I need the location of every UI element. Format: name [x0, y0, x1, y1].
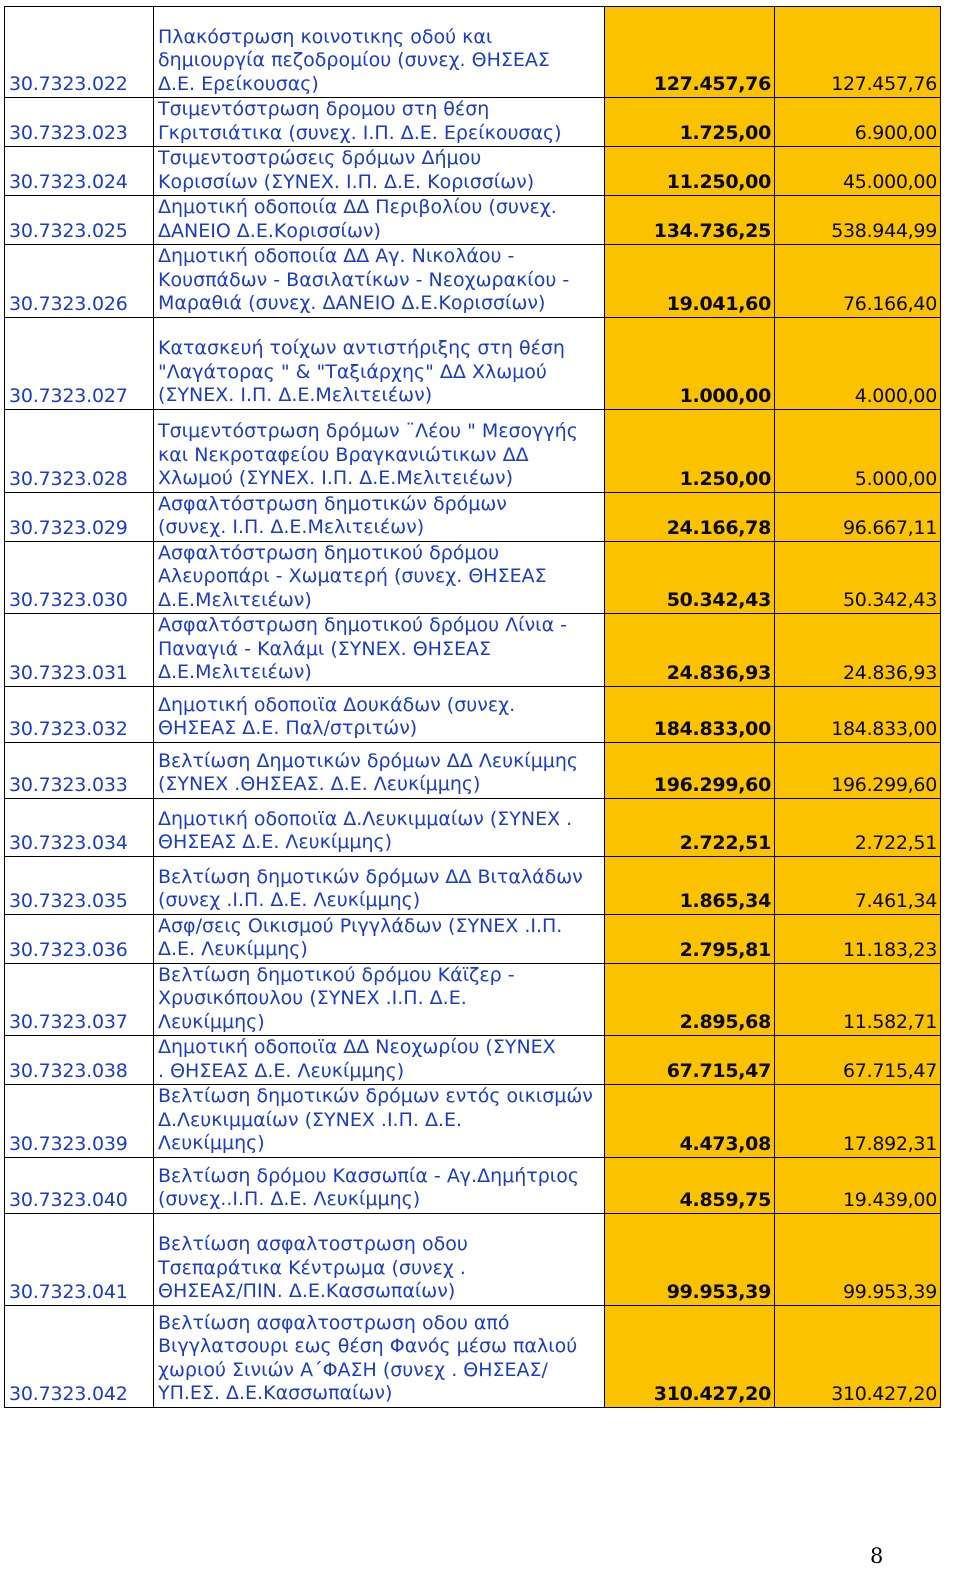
account-code-cell: [5, 541, 154, 614]
account-code-cell: [5, 98, 154, 147]
project-description: Δημοτική οδοποιία ΔΔ Περιβολίου (συνεχ. ΔΑΝΕΙΟ Δ.Ε.Κορισσίων): [158, 196, 557, 242]
amount-cell-1: [605, 686, 775, 742]
amount-value-1: 67.715,47: [666, 1060, 771, 1082]
account-code: 30.7323.030: [9, 589, 128, 611]
account-code-cell: [5, 147, 154, 196]
account-code-cell: [5, 856, 154, 914]
amount-cell-1: [605, 541, 775, 614]
project-description: Βελτίωση ασφαλτοστρωση οδου από Βιγγλατσουρι εως θέση Φανός μέσω παλιού χωριού Σινιών Α΄ΦΑΣΗ (συνεχ . ΘΗΣΕΑΣ/ ΥΠ.ΕΣ. Δ.Ε.Κασσωπαίων): [158, 1311, 578, 1404]
amount-value-1: 1.000,00: [679, 384, 771, 407]
account-code: 30.7323.033: [9, 773, 128, 796]
account-code: 30.7323.027: [9, 384, 128, 407]
account-code-cell: [5, 614, 154, 687]
account-code: 30.7323.038: [9, 1060, 128, 1082]
project-description: Πλακόστρωση κοινοτικης οδού και δημιουργία πεζοδρομίου (συνεχ. ΘΗΣΕΑΣ Δ.Ε. Ερείκουσας): [158, 25, 550, 95]
account-code-cell: [5, 1157, 154, 1213]
account-code: 30.7323.042: [9, 1382, 128, 1405]
project-description: Τσιμεντόστρωση δρόμων ¨Λέου " Μεσογγής και Νεκροταφείου Βραγκανιώτικων ΔΔ Χλωμού (ΣΥΝΕΧ. Ι.Π. Δ.Ε.Μελιτειέων): [158, 420, 578, 489]
account-code: 30.7323.037: [9, 1011, 128, 1033]
account-code: 30.7323.032: [9, 717, 128, 740]
account-code-cell: [5, 1085, 154, 1158]
table-row: [5, 614, 941, 687]
amount-cell-1: [605, 1036, 775, 1085]
amount-cell-1: [605, 196, 775, 245]
account-code-cell: [5, 798, 154, 856]
account-code-cell: [5, 914, 154, 963]
description-cell: [154, 1036, 605, 1085]
amount-cell-2: [775, 7, 941, 98]
amount-value-1: 4.473,08: [679, 1132, 771, 1155]
project-description: Τσιμεντοστρώσεις δρόμων Δήμου Κορισσίων (ΣΥΝΕΧ. Ι.Π. Δ.Ε. Κορισσίων): [158, 147, 535, 193]
account-code: 30.7323.024: [9, 171, 128, 193]
amount-cell-2: [775, 317, 941, 409]
budget-table-body: [5, 7, 941, 1408]
amount-value-1: 127.457,76: [653, 73, 771, 95]
amount-cell-1: [605, 798, 775, 856]
description-cell: [154, 1305, 605, 1407]
description-cell: [154, 798, 605, 856]
project-description: Δημοτική οδοποιία ΔΔ Αγ. Νικολάου - Κουσπάδων - Βασιλατίκων - Νεοχωρακίου - Μαραθιά (συνεχ. ΔΑΝΕΙΟ Δ.Ε.Κορισσίων): [158, 245, 570, 314]
project-description: Βελτίωση δημοτικών δρόμων ΔΔ Βιταλάδων (συνεχ .Ι.Π. Δ.Ε. Λευκίμμης): [158, 865, 583, 911]
amount-value-1: 1.725,00: [679, 122, 771, 144]
description-cell: [154, 409, 605, 492]
description-cell: [154, 686, 605, 742]
project-description: Δημοτική οδοποιϊα ΔΔ Νεοχωρίου (ΣΥΝΕΧ . ΘΗΣΕΑΣ Δ.Ε. Λευκίμμης): [158, 1036, 556, 1082]
account-code-cell: [5, 492, 154, 541]
amount-value-1: 134.736,25: [653, 220, 771, 242]
project-description: Ασφαλτόστρωση δημοτικού δρόμου Αλευροπάρι - Χωματερή (συνεχ. ΘΗΣΕΑΣ Δ.Ε.Μελιτειέων): [158, 541, 547, 611]
table-row: [5, 742, 941, 798]
amount-value-2: 24.836,93: [843, 661, 937, 684]
amount-value-1: 24.166,78: [666, 516, 771, 539]
project-description: Τσιμεντόστρωση δρομου στη θέση Γκριτσιάτικα (συνεχ. Ι.Π. Δ.Ε. Ερείκουσας): [158, 98, 562, 144]
account-code: 30.7323.039: [9, 1132, 128, 1155]
amount-value-2: 310.427,20: [831, 1382, 937, 1405]
amount-cell-2: [775, 856, 941, 914]
project-description: Ασφαλτόστρωση δημοτικού δρόμου Λίνια - Παναγιά - Καλάμι (ΣΥΝΕΧ. ΘΗΣΕΑΣ Δ.Ε.Μελιτειέων): [158, 614, 568, 683]
amount-value-2: 5.000,00: [854, 467, 937, 490]
budget-table: [4, 6, 941, 1408]
description-cell: [154, 317, 605, 409]
amount-value-2: 50.342,43: [843, 589, 937, 611]
account-code: 30.7323.041: [9, 1280, 128, 1303]
table-row: [5, 196, 941, 245]
description-cell: [154, 147, 605, 196]
table-row: [5, 1213, 941, 1305]
description-cell: [154, 98, 605, 147]
amount-cell-2: [775, 1213, 941, 1305]
account-code-cell: [5, 1305, 154, 1407]
amount-value-2: 76.166,40: [843, 292, 937, 315]
amount-cell-2: [775, 686, 941, 742]
account-code: 30.7323.034: [9, 831, 128, 854]
table-row: [5, 147, 941, 196]
amount-cell-2: [775, 963, 941, 1036]
amount-cell-2: [775, 98, 941, 147]
table-row: [5, 1036, 941, 1085]
account-code: 30.7323.023: [9, 122, 128, 144]
description-cell: [154, 541, 605, 614]
amount-cell-1: [605, 1305, 775, 1407]
amount-cell-1: [605, 914, 775, 963]
amount-value-1: 24.836,93: [666, 661, 771, 684]
amount-cell-1: [605, 492, 775, 541]
amount-value-1: 19.041,60: [666, 292, 771, 315]
table-row: [5, 963, 941, 1036]
table-row: [5, 686, 941, 742]
amount-value-1: 11.250,00: [666, 171, 771, 193]
description-cell: [154, 856, 605, 914]
account-code-cell: [5, 963, 154, 1036]
description-cell: [154, 1213, 605, 1305]
table-row: [5, 409, 941, 492]
amount-value-1: 2.895,68: [679, 1011, 771, 1033]
description-cell: [154, 1157, 605, 1213]
amount-cell-2: [775, 798, 941, 856]
account-code: 30.7323.036: [9, 938, 128, 961]
amount-cell-2: [775, 914, 941, 963]
project-description: Βελτίωση δημοτικών δρόμων εντός οικισμών Δ.Λευκιμμαίων (ΣΥΝΕΧ .Ι.Π. Δ.Ε. Λευκίμμης): [158, 1085, 593, 1154]
project-description: Βελτίωση δημοτικού δρόμου Κάϊζερ - Χρυσικόπουλου (ΣΥΝΕΧ .Ι.Π. Δ.Ε. Λευκίμμης): [158, 963, 515, 1033]
amount-cell-1: [605, 1213, 775, 1305]
description-cell: [154, 1085, 605, 1158]
description-cell: [154, 742, 605, 798]
amount-cell-1: [605, 147, 775, 196]
account-code: 30.7323.022: [9, 73, 128, 95]
amount-value-1: 99.953,39: [666, 1280, 771, 1303]
amount-cell-2: [775, 614, 941, 687]
description-cell: [154, 963, 605, 1036]
amount-value-2: 19.439,00: [843, 1188, 937, 1211]
amount-value-2: 4.000,00: [854, 384, 937, 407]
amount-cell-1: [605, 7, 775, 98]
amount-cell-2: [775, 409, 941, 492]
account-code-cell: [5, 742, 154, 798]
amount-cell-1: [605, 1157, 775, 1213]
amount-value-1: 196.299,60: [653, 773, 771, 796]
amount-value-1: 4.859,75: [679, 1188, 771, 1211]
amount-cell-2: [775, 147, 941, 196]
account-code-cell: [5, 196, 154, 245]
amount-cell-2: [775, 1305, 941, 1407]
table-row: [5, 1157, 941, 1213]
amount-value-1: 50.342,43: [666, 589, 771, 611]
amount-cell-1: [605, 245, 775, 318]
amount-value-2: 184.833,00: [831, 717, 937, 740]
amount-cell-1: [605, 742, 775, 798]
project-description: Δημοτική οδοποιϊα Δουκάδων (συνεχ. ΘΗΣΕΑΣ Δ.Ε. Παλ/στριτών): [158, 693, 516, 739]
amount-cell-1: [605, 963, 775, 1036]
project-description: Βελτίωση δρόμου Κασσωπία - Αγ.Δημήτριος (συνεχ..Ι.Π. Δ.Ε. Λευκίμμης): [158, 1164, 579, 1210]
table-row: [5, 541, 941, 614]
amount-value-1: 2.722,51: [679, 831, 771, 854]
amount-cell-1: [605, 614, 775, 687]
table-row: [5, 914, 941, 963]
account-code: 30.7323.026: [9, 292, 128, 315]
table-row: [5, 1085, 941, 1158]
amount-value-2: 538.944,99: [831, 220, 937, 242]
account-code: 30.7323.040: [9, 1188, 128, 1211]
amount-value-2: 11.183,23: [843, 938, 937, 961]
amount-value-2: 67.715,47: [843, 1060, 937, 1082]
account-code: 30.7323.029: [9, 516, 128, 539]
account-code-cell: [5, 1213, 154, 1305]
table-row: [5, 7, 941, 98]
description-cell: [154, 614, 605, 687]
table-row: [5, 245, 941, 318]
description-cell: [154, 196, 605, 245]
project-description: Βελτίωση ασφαλτοστρωση οδου Τσεπαράτικα Κέντρωμα (συνεχ . ΘΗΣΕΑΣ/ΠΙΝ. Δ.Ε.Κασσωπαίων): [158, 1233, 468, 1302]
account-code-cell: [5, 7, 154, 98]
amount-value-2: 196.299,60: [831, 773, 937, 796]
table-row: [5, 1305, 941, 1407]
description-cell: [154, 914, 605, 963]
table-row: [5, 798, 941, 856]
description-cell: [154, 492, 605, 541]
amount-cell-2: [775, 742, 941, 798]
amount-cell-2: [775, 1036, 941, 1085]
project-description: Βελτίωση Δημοτικών δρόμων ΔΔ Λευκίμμης (ΣΥΝΕΧ .ΘΗΣΕΑΣ. Δ.Ε. Λευκίμμης): [158, 749, 579, 795]
account-code: 30.7323.028: [9, 467, 128, 490]
amount-value-2: 6.900,00: [854, 122, 937, 144]
amount-value-2: 17.892,31: [843, 1132, 937, 1155]
account-code: 30.7323.031: [9, 661, 128, 684]
account-code-cell: [5, 1036, 154, 1085]
amount-value-1: 310.427,20: [653, 1382, 771, 1405]
amount-cell-2: [775, 1157, 941, 1213]
description-cell: [154, 245, 605, 318]
table-row: [5, 317, 941, 409]
amount-value-2: 2.722,51: [854, 831, 937, 854]
amount-value-2: 11.582,71: [843, 1011, 937, 1033]
amount-value-2: 127.457,76: [831, 73, 937, 95]
amount-cell-2: [775, 492, 941, 541]
amount-value-2: 7.461,34: [854, 889, 937, 912]
account-code-cell: [5, 409, 154, 492]
amount-value-2: 45.000,00: [843, 171, 937, 193]
amount-value-2: 99.953,39: [843, 1280, 937, 1303]
amount-cell-2: [775, 245, 941, 318]
amount-cell-1: [605, 317, 775, 409]
project-description: Δημοτική οδοποιϊα Δ.Λευκιμμαίων (ΣΥΝΕΧ . ΘΗΣΕΑΣ Δ.Ε. Λευκίμμης): [158, 807, 573, 853]
page-number: 8: [870, 1544, 884, 1568]
account-code: 30.7323.025: [9, 220, 128, 242]
amount-cell-1: [605, 98, 775, 147]
amount-value-1: 1.865,34: [679, 889, 771, 912]
table-row: [5, 98, 941, 147]
table-row: [5, 856, 941, 914]
description-cell: [154, 7, 605, 98]
amount-value-1: 2.795,81: [679, 938, 771, 961]
account-code: 30.7323.035: [9, 889, 128, 912]
project-description: Κατασκευή τοίχων αντιστήριξης στη θέση "Λαγάτορας " & "Ταξιάρχης" ΔΔ Χλωμού (ΣΥΝΕΧ. Ι.Π. Δ.Ε.Μελιτειέων): [158, 337, 565, 406]
amount-cell-1: [605, 1085, 775, 1158]
account-code-cell: [5, 317, 154, 409]
account-code-cell: [5, 686, 154, 742]
amount-cell-1: [605, 409, 775, 492]
project-description: Ασφαλτόστρωση δημοτικών δρόμων (συνεχ. Ι.Π. Δ.Ε.Μελιτειέων): [158, 492, 507, 538]
project-description: Ασφ/σεις Οικισμού Ριγγλάδων (ΣΥΝΕΧ .Ι.Π. Δ.Ε. Λευκίμμης): [158, 914, 563, 960]
table-row: [5, 492, 941, 541]
amount-cell-2: [775, 196, 941, 245]
amount-cell-2: [775, 541, 941, 614]
amount-value-1: 1.250,00: [679, 467, 771, 490]
amount-cell-2: [775, 1085, 941, 1158]
amount-cell-1: [605, 856, 775, 914]
amount-value-1: 184.833,00: [653, 717, 771, 740]
amount-value-2: 96.667,11: [843, 516, 937, 539]
account-code-cell: [5, 245, 154, 318]
